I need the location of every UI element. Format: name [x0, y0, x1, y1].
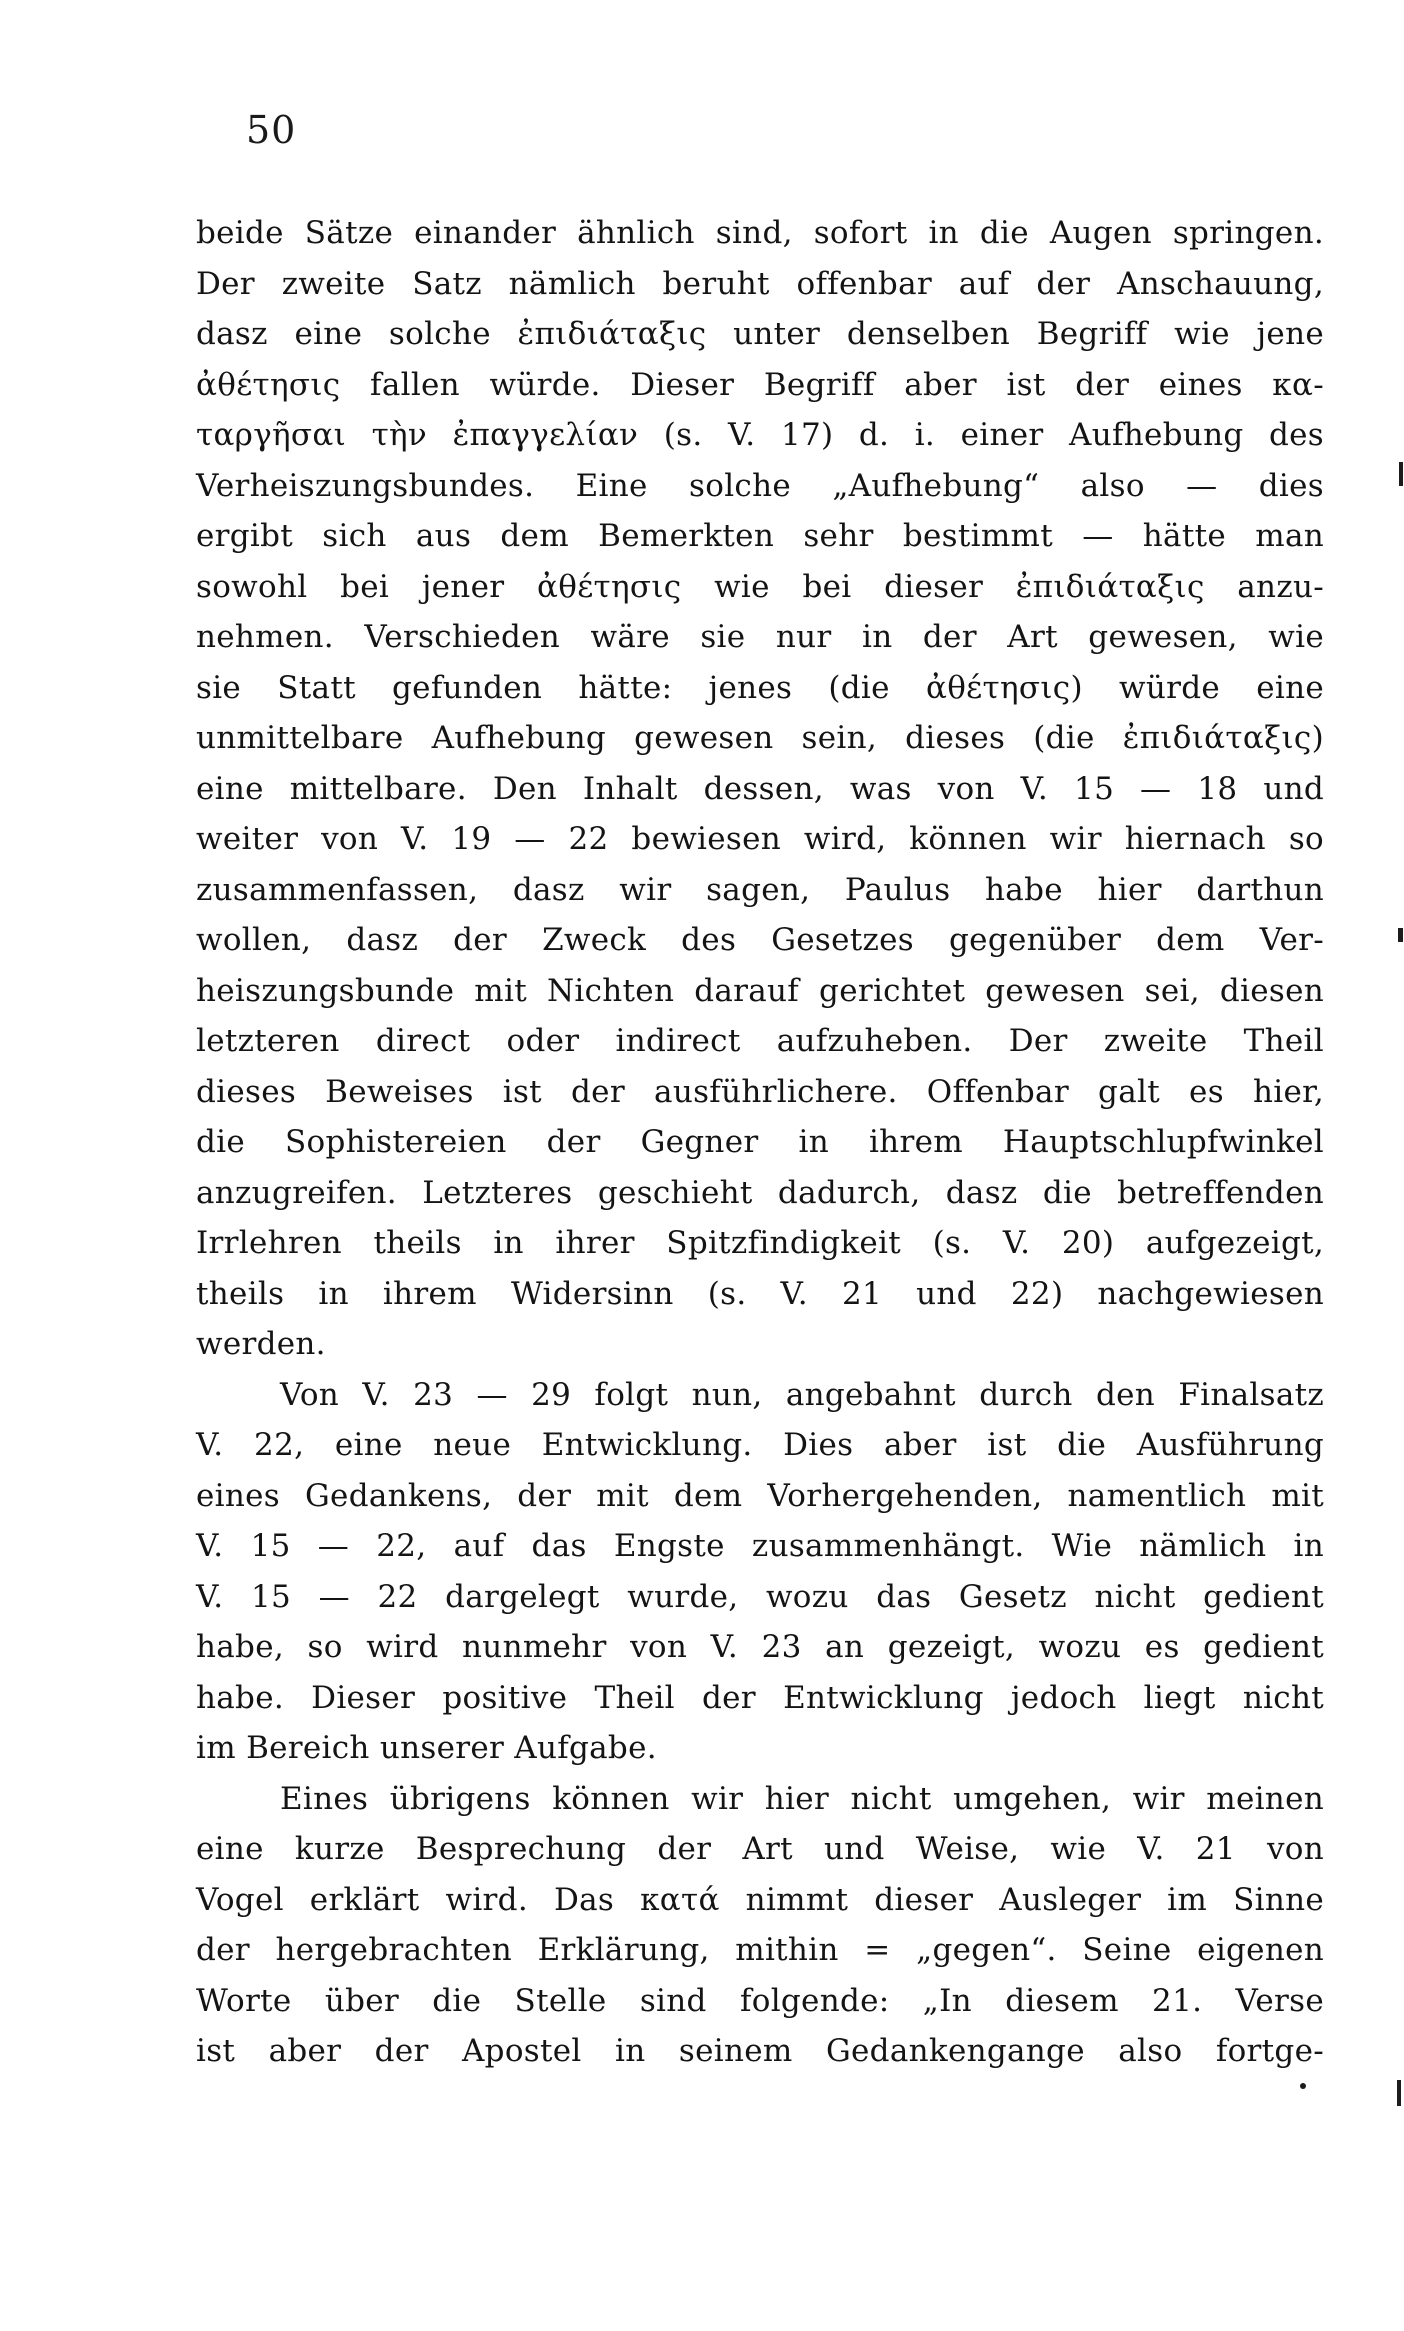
text-line: habe, so wird nunmehr von V. 23 an gezeigt, wozu es gedient [196, 1629, 1324, 1665]
ink-dot [1300, 2083, 1306, 2089]
text-line: dieses Beweises ist der ausführlichere. Offenbar galt es hier, [196, 1073, 1324, 1110]
edge-mark-bottom [1397, 2080, 1401, 2106]
text-line: Verheiszungsbundes. Eine solche „Aufhebung“ also — dies [196, 467, 1324, 504]
text-line: unmittelbare Aufhebung gewesen sein, dieses (die ἐπιδιάταξις) [196, 720, 1324, 756]
text-line: der hergebrachten Erklärung, mithin = „gegen“. Seine eigenen [196, 1932, 1324, 1968]
text-line: die Sophistereien der Gegner in ihrem Hauptschlupfwinkel [196, 1124, 1324, 1160]
text-line: wollen, dasz der Zweck des Gesetzes gegenüber dem Ver- [196, 922, 1324, 958]
text-line: ἀθέτησις fallen würde. Dieser Begriff aber ist der eines κα- [196, 366, 1324, 403]
text-line: eines Gedankens, der mit dem Vorhergehenden, namentlich mit [196, 1477, 1324, 1514]
text-line: ταργῆσαι τὴν ἐπαγγελίαν (s. V. 17) d. i. einer Aufhebung des [196, 417, 1324, 453]
text-line: eine kurze Besprechung der Art und Weise, wie V. 21 von [196, 1831, 1324, 1867]
text-line: sowohl bei jener ἀθέτησις wie bei dieser ἐπιδιάταξις anzu- [196, 568, 1324, 605]
text-line: zusammenfassen, dasz wir sagen, Paulus habe hier darthun [196, 871, 1324, 908]
text-line: anzugreifen. Letzteres geschieht dadurch, dasz die betreffenden [196, 1174, 1324, 1211]
text-line: eine mittelbare. Den Inhalt dessen, was von V. 15 — 18 und [196, 770, 1324, 807]
text-line: Von V. 23 — 29 folgt nun, angebahnt durch den Finalsatz [280, 1376, 1324, 1413]
text-line: theils in ihrem Widersinn (s. V. 21 und 22) nachgewiesen [196, 1275, 1324, 1312]
text-line: V. 22, eine neue Entwicklung. Dies aber ist die Ausführung [196, 1427, 1324, 1463]
text-line: Der zweite Satz nämlich beruht offenbar auf der Anschauung, [196, 265, 1324, 302]
text-line: im Bereich unserer Aufgabe. [196, 1730, 657, 1766]
edge-mark-middle [1398, 928, 1403, 942]
text-line: Eines übrigens können wir hier nicht umgehen, wir meinen [280, 1780, 1324, 1817]
text-line: sie Statt gefunden hätte: jenes (die ἀθέτησις) würde eine [196, 669, 1324, 706]
text-line: Irrlehren theils in ihrer Spitzfindigkeit (s. V. 20) aufgezeigt, [196, 1225, 1324, 1261]
text-line: ist aber der Apostel in seinem Gedankengange also fortge- [196, 2033, 1324, 2069]
text-line: heiszungsbunde mit Nichten darauf gerichtet gewesen sei, diesen [196, 972, 1324, 1009]
text-line: ergibt sich aus dem Bemerkten sehr bestimmt — hätte man [196, 518, 1324, 554]
body-text [196, 208, 1324, 2077]
text-line: beide Sätze einander ähnlich sind, sofort in die Augen springen. [196, 215, 1324, 251]
text-line: V. 15 — 22 dargelegt wurde, wozu das Gesetz nicht gedient [196, 1578, 1324, 1615]
text-line: habe. Dieser positive Theil der Entwicklung jedoch liegt nicht [196, 1679, 1324, 1716]
edge-mark-top [1399, 462, 1403, 486]
text-line: V. 15 — 22, auf das Engste zusammenhängt. Wie nämlich in [196, 1528, 1324, 1564]
text-line: Worte über die Stelle sind folgende: „In diesem 21. Verse [196, 1982, 1324, 2019]
text-line: weiter von V. 19 — 22 bewiesen wird, können wir hiernach so [196, 821, 1324, 857]
text-line: letzteren direct oder indirect aufzuheben. Der zweite Theil [196, 1023, 1324, 1059]
text-line: nehmen. Verschieden wäre sie nur in der Art gewesen, wie [196, 619, 1324, 655]
text-line: Vogel erklärt wird. Das κατά nimmt dieser Ausleger im Sinne [196, 1881, 1324, 1918]
text-line: werden. [196, 1326, 326, 1362]
page-number: 50 [246, 108, 297, 152]
text-line: dasz eine solche ἐπιδιάταξις unter denselben Begriff wie jene [196, 316, 1324, 352]
